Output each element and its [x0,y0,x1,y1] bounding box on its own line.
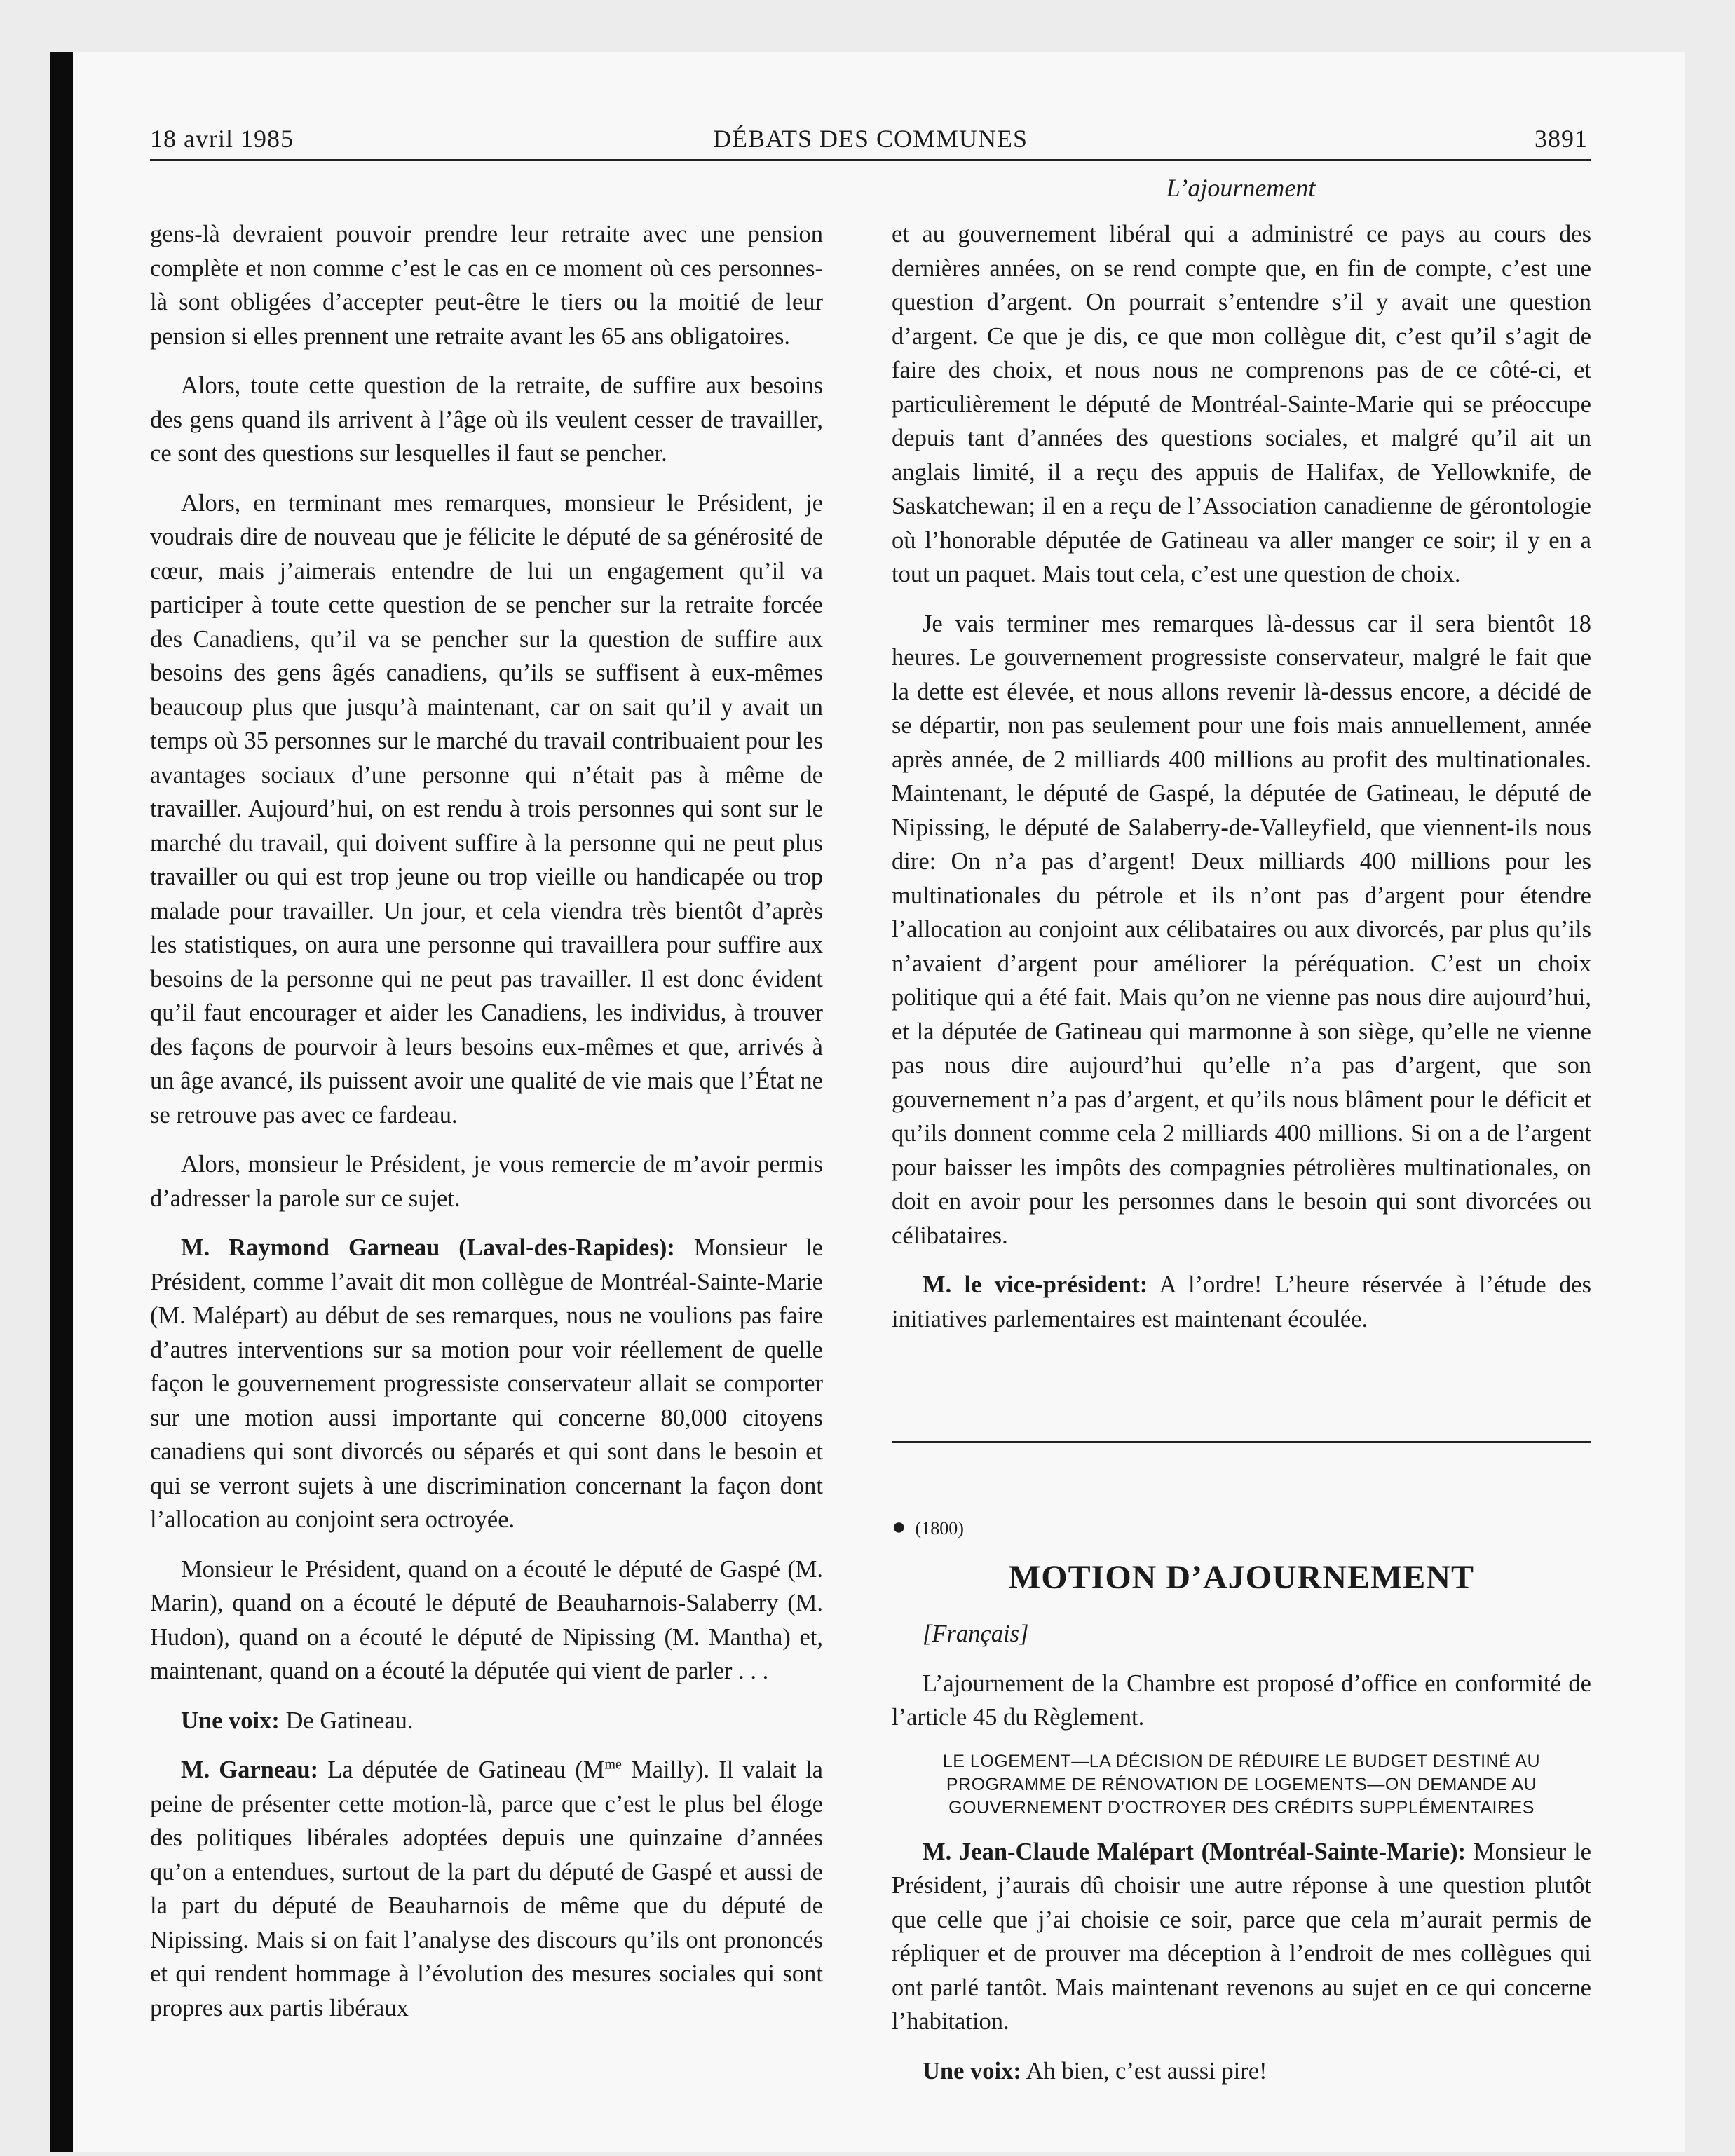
speech-text: De Gatineau. [279,1707,414,1734]
speech-text: A l’ordre! L’heure réservée à l’étude des initiatives parlementaires est maintenant écoulée. [892,1271,1591,1332]
language-marker: [Français] [923,1621,1029,1647]
paragraph: Je vais terminer mes remarques là-dessus car il sera bientôt 18 heures. Le gouvernement progressiste conservateur, malgré le fait que la dette est élevée, et nous allons revenir là-dessus encore, a décidé de se départir, non pas seulement pour une fois mais annuellement, année après année, de 2 milliards 400 millions au profit des multinationales. Maintenant, le député de Gaspé, la députée de Gatineau, le député de Nipissing, le député de Salaberry-de-Valleyfield, que viennent-ils nous dire: On n’a pas d’argent! Deux milliards 400 millions pour les multinationales du pétrole et ils n’ont pas d’argent pour étendre l’allocation au conjoint aux célibataires ou aux divorcés, par plus qu’ils n’avaient d’argent pour améliorer la péréquation. C’est un choix politique qui a été fait. Mais qu’on ne vienne pas nous dire aujourd’hui, et la députée de Gatineau qui marmonne à son siège, qu’elle ne vienne pas nous dire aujourd’hui qu’elle n’a pas d’argent, que son gouvernement n’a pas d’argent, et qu’ils nous blâment pour le déficit et qu’ils donnent comme cela 2 milliards 400 millions. Si on a de l’argent pour baisser les impôts des compagnies pétrolières multinationales, on doit en avoir pour les personnes dans le besoin qui sont divorcées ou célibataires. [892,610,1591,1249]
speech-paragraph [150,1231,823,1537]
scan-edge-shadow [50,52,73,2152]
paragraph: Alors, toute cette question de la retraite, de suffire aux besoins des gens quand ils arrivent à l’âge où ils veulent cesser de travailler, ce sont des questions sur lesquelles il faut se pencher. [150,372,823,467]
paragraph: Alors, en terminant mes remarques, monsieur le Président, je voudrais dire de nouveau que je félicite le député de sa générosité de cœur, mais j’aimerais entendre de lui un engagement qu’il va participer à toute cette question de se pencher sur la retraite forcée des Canadiens, qu’il va se pencher sur la question de suffire aux besoins des gens âgés canadiens, qu’ils se suffisent à eux-mêmes beaucoup plus que jusqu’à maintenant, car on sait qu’il y avait un temps où 35 personnes sur le marché du travail contribuaient pour les avantages sociaux d’une personne qui n’était pas à même de travailler. Aujourd’hui, on est rendu à trois personnes qui sont sur le marché du travail, qui doivent suffire à la personne qui ne peut plus travailler ou qui est trop jeune ou trop vieille ou handicapée ou trop malade pour travailler. Un jour, et cela viendra très bientôt d’après les statistiques, on aura une personne qui travaillera pour suffire aux besoins de la personne qui ne peut pas travailler. Il est donc évident qu’il faut encourager et aider les Canadiens, les individus, à trouver des façons de pourvoir à leurs besoins eux-mêmes et que, arrivés à un âge avancé, ils puissent avoir une qualité de vie mais que l’État ne se retrouve pas avec ce fardeau. [150,489,823,1128]
section-title: L’ajournement [1166,174,1316,202]
timestamp-text: (1800) [915,1518,964,1538]
subject-heading: LE LOGEMENT—LA DÉCISION DE RÉDUIRE LE BUDGET DESTINÉ AU PROGRAMME DE RÉNOVATION DE LOGEMENTS—ON DEMANDE AU GOUVERNEMENT D’OCTROYER DES CRÉDITS SUPPLÉMENTAIRES [942,1751,1541,1817]
speech-paragraph [892,1835,1591,2039]
speech-paragraph [150,1753,823,2025]
header-date: 18 avril 1985 [150,125,294,153]
speaker-name: M. Jean-Claude Malépart (Montréal-Sainte-Marie): [923,1838,1467,1865]
bullet-icon: ● [892,1514,906,1540]
speech-paragraph [150,1704,823,1738]
speaker-name: M. Raymond Garneau (Laval-des-Rapides): [181,1234,675,1261]
paragraph: gens-là devraient pouvoir prendre leur retraite avec une pension complète et non comme c’est le cas en ce moment où ces personnes-là sont obligées d’accepter peut-être le tiers ou la moitié de leur pension si elles prennent une retraite avant les 65 ans obligatoires. [150,221,823,350]
paragraph: et au gouvernement libéral qui a administré ce pays au cours des dernières années, on se rend compte que, en fin de compte, c’est une question d’argent. On pourrait s’entendre s’il y avait une question d’argent. Ce que je dis, ce que mon collègue dit, c’est qu’il s’agit de faire des choix, et nous nous ne comprenons pas de ce côté-ci, et particulièrement le député de Montréal-Sainte-Marie qui se préoccupe depuis tant d’années des questions sociales, et malgré qu’il ait un anglais limité, il a reçu des appuis de Halifax, de Yellowknife, de Saskatchewan; il en a reçu de l’Association canadienne de gérontologie où l’honorable députée de Gatineau va aller manger ce soir; il y en a tout un paquet. Mais tout cela, c’est une question de choix. [892,221,1591,587]
left-column [150,217,823,2040]
section-divider [892,1441,1591,1443]
speech-text: La députée de Gatineau (M [318,1756,605,1783]
running-header [150,123,1591,161]
speech-text: Monsieur le Président, j’aurais dû choisir une autre réponse à une question plutôt que celle que j’ai choisie ce soir, parce que cela m’aurait permis de répliquer et de prouver ma déception à l’endroit de mes collègues qui ont parlé tantôt. Mais maintenant revenons au sujet en ce qui concerne l’habitation. [892,1838,1591,2035]
speech-paragraph [892,1268,1591,1336]
paragraph: Alors, monsieur le Président, je vous remercie de m’avoir permis d’adresser la parole sur ce sujet. [150,1151,823,1212]
paragraph: Monsieur le Président, quand on a écouté le député de Gaspé (M. Marin), quand on a écouté le député de Beauharnois-Salaberry (M. Hudon), quand on a écouté le député de Nipissing (M. Mantha) et, maintenant, quand on a écouté la députée qui vient de parler . . . [150,1555,823,1684]
timestamp [892,1513,1591,1543]
right-column [892,217,1591,2103]
speaker-name: M. le vice-président: [923,1271,1148,1298]
page-number: 3891 [1535,125,1588,153]
speaker-name: Une voix: [923,2057,1021,2085]
speech-text: Ah bien, c’est aussi pire! [1021,2057,1267,2085]
superscript: me [604,1756,622,1773]
motion-heading: MOTION D’AJOURNEMENT [1009,1559,1474,1596]
speech-text: Monsieur le Président, comme l’avait dit mon collègue de Montréal-Sainte-Marie (M. Malépart) au début de ses remarques, nous ne voulions pas faire d’autres interventions sur sa motion pour voir réellement de quelle façon le gouvernement progressiste conservateur allait se comporter sur une motion aussi importante qui concerne 80,000 citoyens canadiens qui sont divorcés ou séparés et qui sont dans le besoin et qui se verront sujets à une discrimination concernant la façon dont l’allocation au conjoint sera octroyée. [150,1234,823,1533]
speech-paragraph [892,2054,1591,2089]
speech-text: Mailly). Il valait la peine de présenter cette motion-là, parce que c’est le plus bel éloge des politiques libérales adoptées depuis une quinzaine d’années qu’on a entendues, surtout de la part du député de Gaspé et aussi de la part du député de Beauharnois de même que du député de Nipissing. Mais si on fait l’analyse des discours qu’ils ont prononcés et qui rendent hommage à l’évolution des mesures sociales qui sont propres aux partis libéraux [150,1756,823,2021]
speaker-name: M. Garneau: [181,1756,319,1783]
paragraph: L’ajournement de la Chambre est proposé d’office en conformité de l’article 45 du Règlement. [892,1670,1591,1731]
header-title: DÉBATS DES COMMUNES [712,125,1028,153]
speaker-name: Une voix: [181,1707,280,1734]
